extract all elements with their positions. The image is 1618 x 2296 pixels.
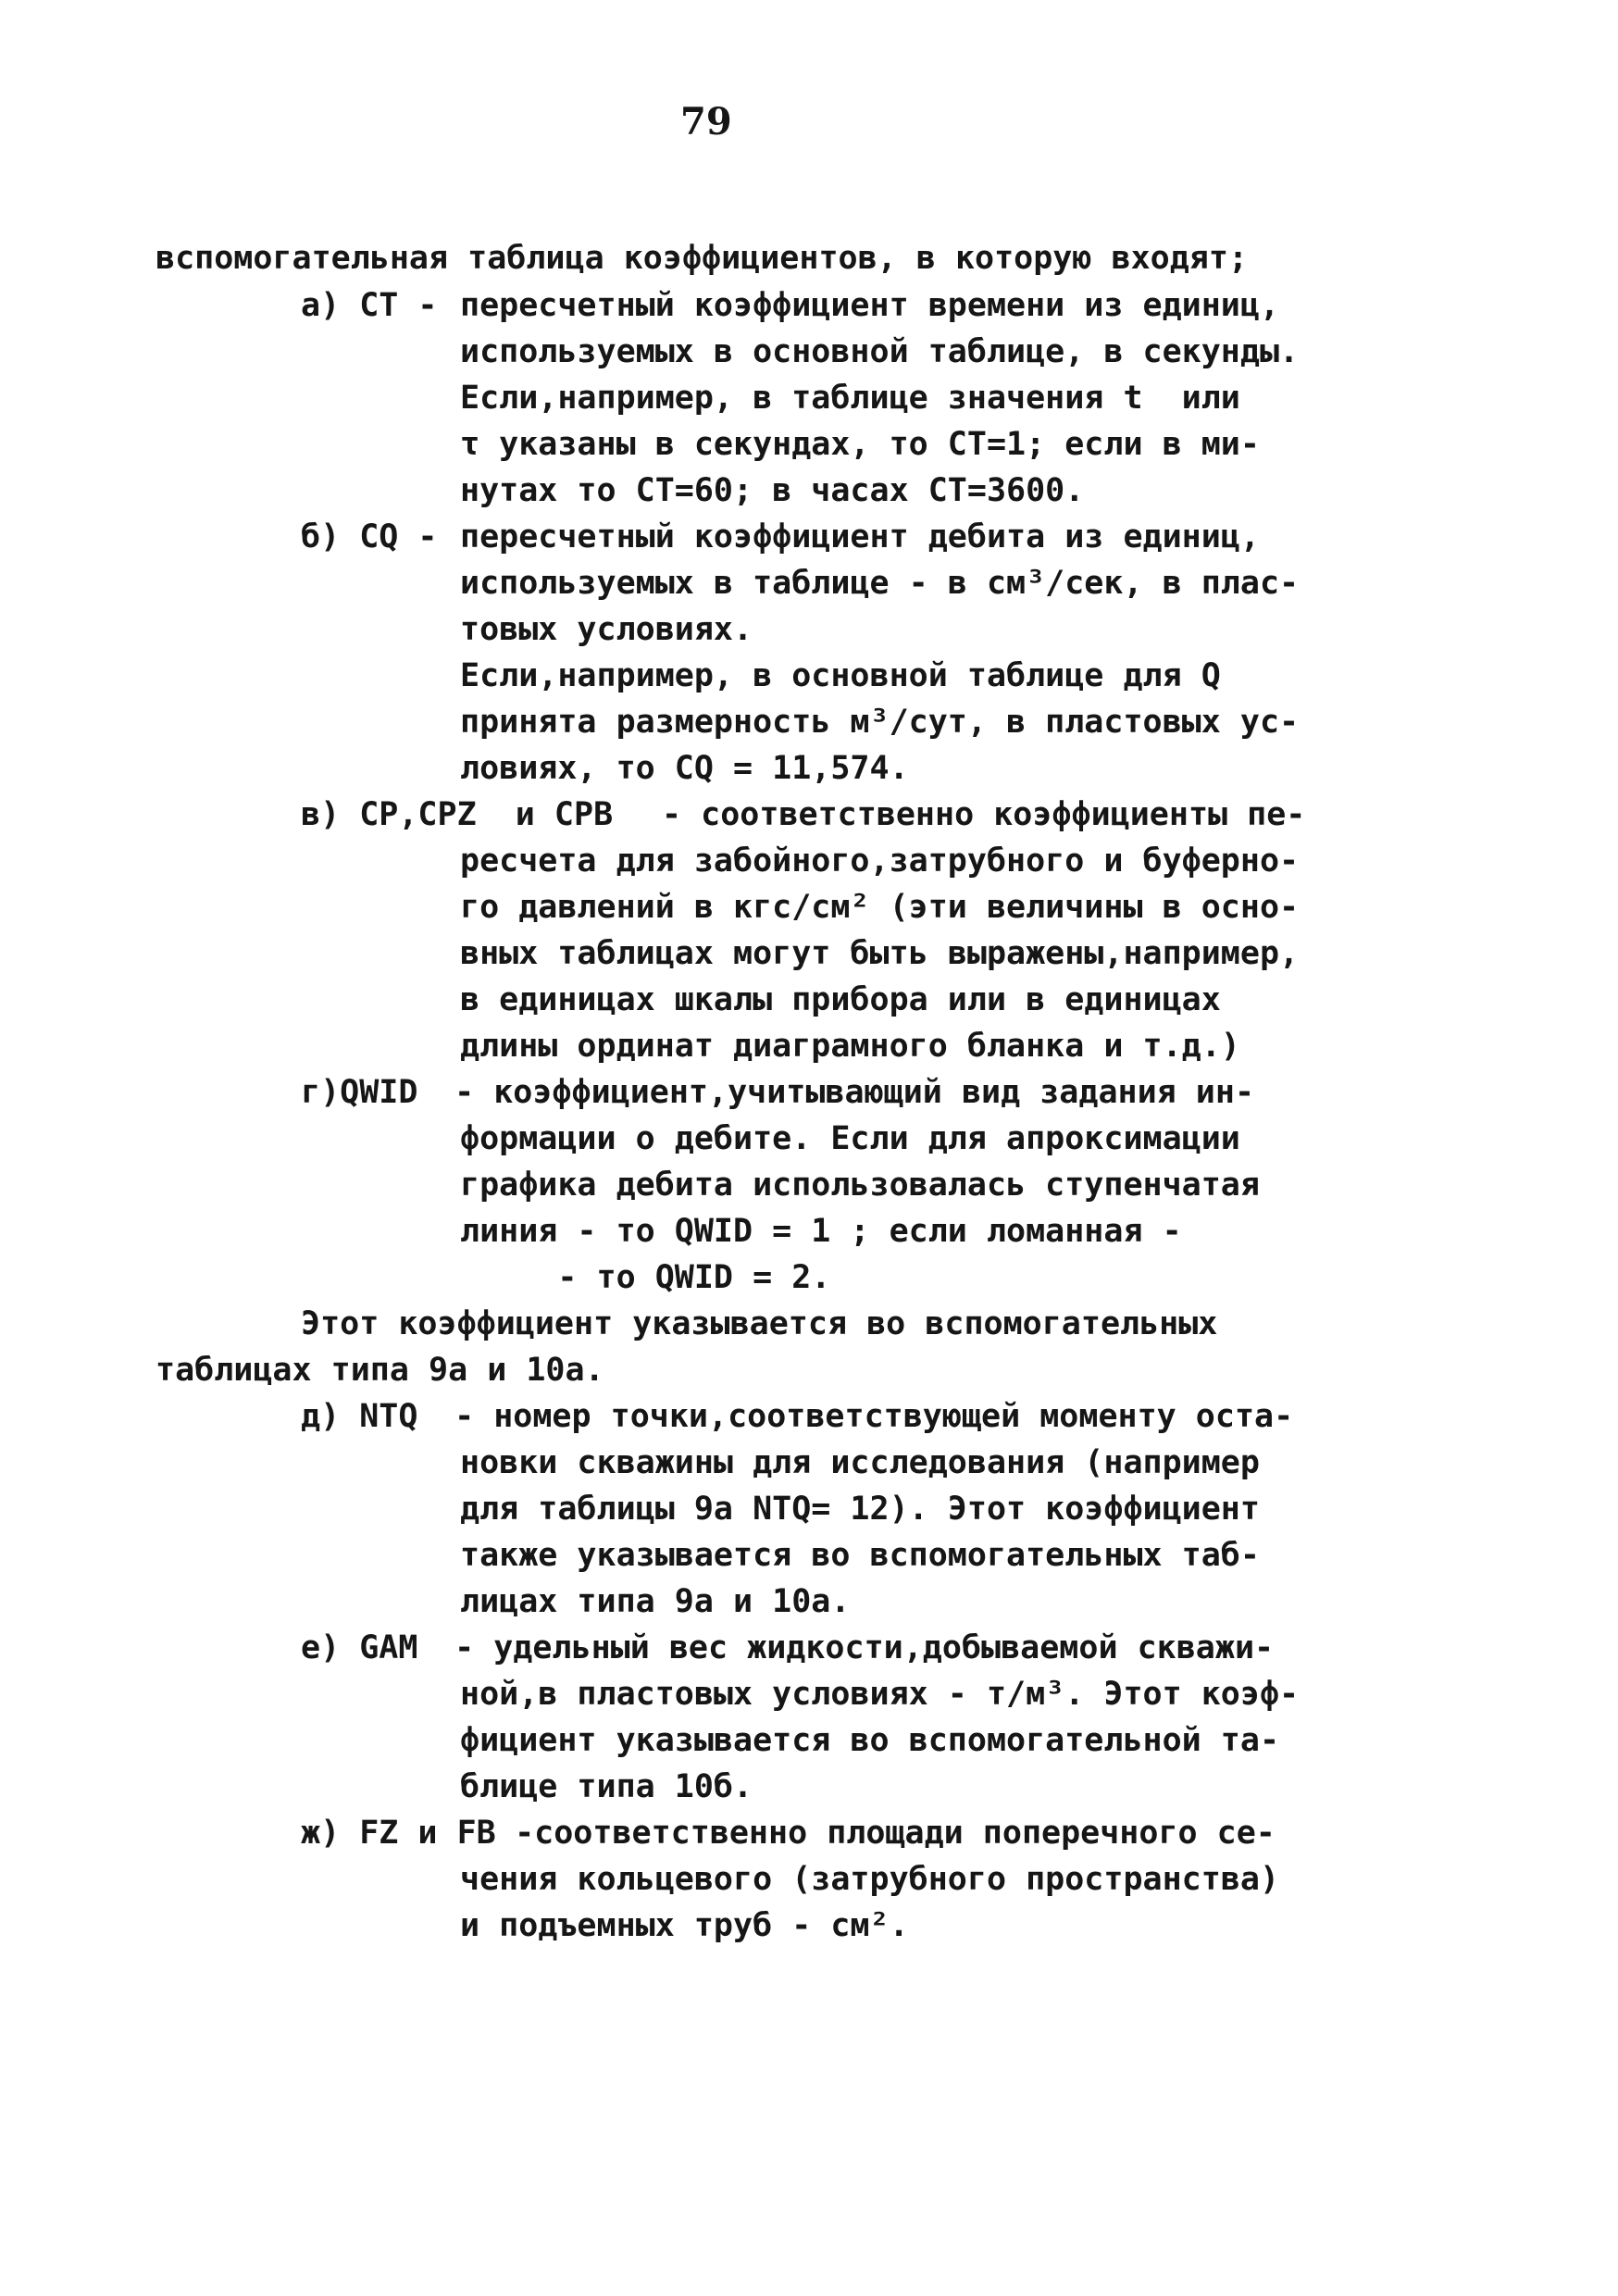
paragraph-line: таблицах типа 9а и 10а. (156, 1352, 604, 1389)
item-e-line: блице типа 10б. (460, 1768, 753, 1805)
item-zh-line: и подъемных труб - см². (460, 1907, 909, 1944)
item-b-line: ловиях, то СQ = 11,574. (460, 750, 909, 787)
item-a-line: нутах то СТ=60; в часах СТ=3600. (460, 472, 1085, 509)
item-g-line: графика дебита использовалась ступенчатая (460, 1167, 1260, 1204)
item-g-line: - то QWID = 2. (460, 1259, 831, 1296)
item-v-line: вных таблицах могут быть выражены,например, (460, 935, 1300, 972)
item-g-line: линия - то QWID = 1 ; если ломанная - (460, 1213, 1182, 1250)
item-v-line: длины ординат диаграмного бланка и т.д.) (460, 1028, 1240, 1065)
item-d-line: лицах типа 9а и 10а. (460, 1583, 851, 1620)
item-v-line: го давлений в кгс/см² (эти величины в осно- (460, 889, 1300, 926)
item-v-line: ресчета для забойного,затрубного и буферно- (460, 842, 1300, 880)
item-v-marker: в) СР,СРZ и СРВ (301, 796, 614, 833)
item-b-line: принята размерность м³/сут, в пластовых ус- (460, 704, 1300, 741)
item-g-line: - коэффициент,учитывающий вид задания ин- (435, 1074, 1255, 1111)
paragraph-line: Этот коэффициент указывается во вспомогательных (301, 1305, 1218, 1342)
item-d-line: новки скважины для исследования (например (460, 1444, 1260, 1481)
page-number: 79 (680, 100, 732, 144)
item-g-marker: г)QWID (301, 1074, 418, 1111)
item-b-line: товых условиях. (460, 611, 753, 648)
item-b-line: Если,например, в основной таблице для Q (460, 657, 1221, 694)
item-d-marker: д) NTQ (301, 1398, 418, 1435)
item-b-line: пересчетный коэффициент дебита из единиц, (460, 518, 1260, 555)
item-g-line: формации о дебите. Если для апроксимации (460, 1120, 1240, 1157)
item-zh-line: чения кольцевого (затрубного пространства) (460, 1861, 1280, 1898)
item-v-line: в единицах шкалы прибора или в единицах (460, 981, 1221, 1018)
intro-line: вспомогательная таблица коэффициентов, в которую входят; (156, 240, 1249, 277)
item-b-line: используемых в таблице - в см³/сек, в плас- (460, 565, 1300, 602)
item-a-line: Если,например, в таблице значения t или (460, 380, 1240, 417)
item-e-line: - удельный вес жидкости,добываемой скважи- (435, 1629, 1275, 1666)
item-d-line: для таблицы 9а NTQ= 12). Этот коэффициент (460, 1491, 1260, 1528)
item-a-line: τ указаны в секундах, то СТ=1; если в ми- (460, 426, 1260, 463)
item-b-marker: б) СQ - (301, 518, 438, 555)
item-zh-line: -соответственно площади поперечного се- (495, 1815, 1276, 1852)
item-a-marker: а) СТ - (301, 287, 438, 324)
item-e-line: фициент указывается во вспомогательной та- (460, 1722, 1280, 1759)
item-a-line: пересчетный коэффициент времени из единиц, (460, 287, 1280, 324)
item-zh-marker: ж) FZ и FB (301, 1815, 496, 1852)
item-e-marker: е) GAM (301, 1629, 418, 1666)
item-d-line: также указывается во вспомогательных таб- (460, 1537, 1260, 1574)
item-d-line: - номер точки,соответствующей моменту оста- (435, 1398, 1294, 1435)
item-a-line: используемых в основной таблице, в секунды. (460, 333, 1300, 370)
item-v-line: - соответственно коэффициенты пе- (662, 796, 1306, 833)
item-e-line: ной,в пластовых условиях - т/м³. Этот коэф- (460, 1676, 1300, 1713)
